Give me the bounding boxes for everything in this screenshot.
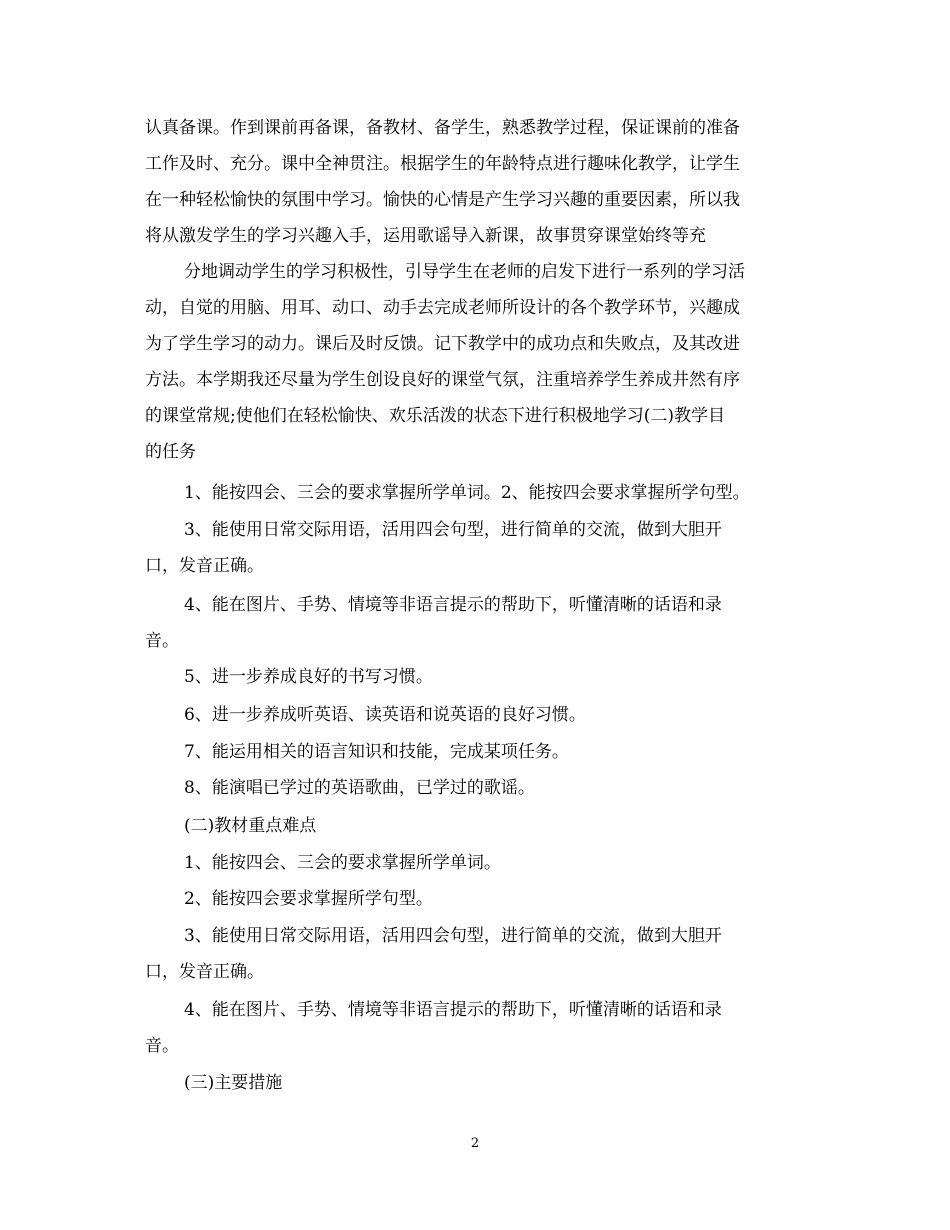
- paragraph-line: 的任务: [145, 442, 196, 462]
- list-item: 6、进一步养成听英语、读英语和说英语的良好习惯。: [184, 705, 586, 725]
- paragraph-line: 的课堂常规;使他们在轻松愉快、欢乐活泼的状态下进行积极地学习(二)教学目: [145, 406, 725, 426]
- paragraph-line: 分地调动学生的学习积极性，引导学生在老师的启发下进行一系列的学习活: [184, 262, 745, 282]
- list-item: 1、能按四会、三会的要求掌握所学单词。: [184, 853, 501, 873]
- list-item: 3、能使用日常交际用语，活用四会句型，进行简单的交流，做到大胆开: [184, 520, 722, 540]
- paragraph-line: 口，发音正确。: [145, 556, 264, 576]
- list-item: 4、能在图片、手势、情境等非语言提示的帮助下，听懂清晰的话语和录: [184, 1000, 722, 1020]
- section-heading: (三)主要措施: [184, 1073, 283, 1093]
- paragraph-line: 音。: [145, 1036, 179, 1056]
- paragraph-line: 方法。本学期我还尽量为学生创设良好的课堂气氛，注重培养学生养成井然有序: [145, 370, 740, 390]
- list-item: 1、能按四会、三会的要求掌握所学单词。2、能按四会要求掌握所学句型。: [184, 483, 750, 503]
- paragraph-line: 在一种轻松愉快的氛围中学习。愉快的心情是产生学习兴趣的重要因素，所以我: [145, 190, 740, 210]
- page-number: 2: [470, 1136, 480, 1151]
- section-heading: (二)教材重点难点: [184, 816, 317, 836]
- paragraph-line: 动，自觉的用脑、用耳、动口、动手去完成老师所设计的各个教学环节，兴趣成: [145, 298, 740, 318]
- paragraph-line: 口，发音正确。: [145, 962, 264, 982]
- paragraph-line: 为了学生学习的动力。课后及时反馈。记下教学中的成功点和失败点，及其改进: [145, 334, 740, 354]
- paragraph-line: 认真备课。作到课前再备课，备教材、备学生，熟悉教学过程，保证课前的准备: [145, 118, 740, 138]
- paragraph-line: 音。: [145, 631, 179, 651]
- list-item: 3、能使用日常交际用语，活用四会句型，进行简单的交流，做到大胆开: [184, 926, 722, 946]
- list-item: 2、能按四会要求掌握所学句型。: [184, 889, 433, 909]
- list-item: 7、能运用相关的语言知识和技能，完成某项任务。: [184, 742, 569, 762]
- list-item: 4、能在图片、手势、情境等非语言提示的帮助下，听懂清晰的话语和录: [184, 595, 722, 615]
- paragraph-line: 将从激发学生的学习兴趣入手，运用歌谣导入新课，故事贯穿课堂始终等充: [145, 226, 706, 246]
- list-item: 8、能演唱已学过的英语歌曲，已学过的歌谣。: [184, 778, 535, 798]
- paragraph-line: 工作及时、充分。课中全神贯注。根据学生的年龄特点进行趣味化教学，让学生: [145, 154, 740, 174]
- list-item: 5、进一步养成良好的书写习惯。: [184, 667, 433, 687]
